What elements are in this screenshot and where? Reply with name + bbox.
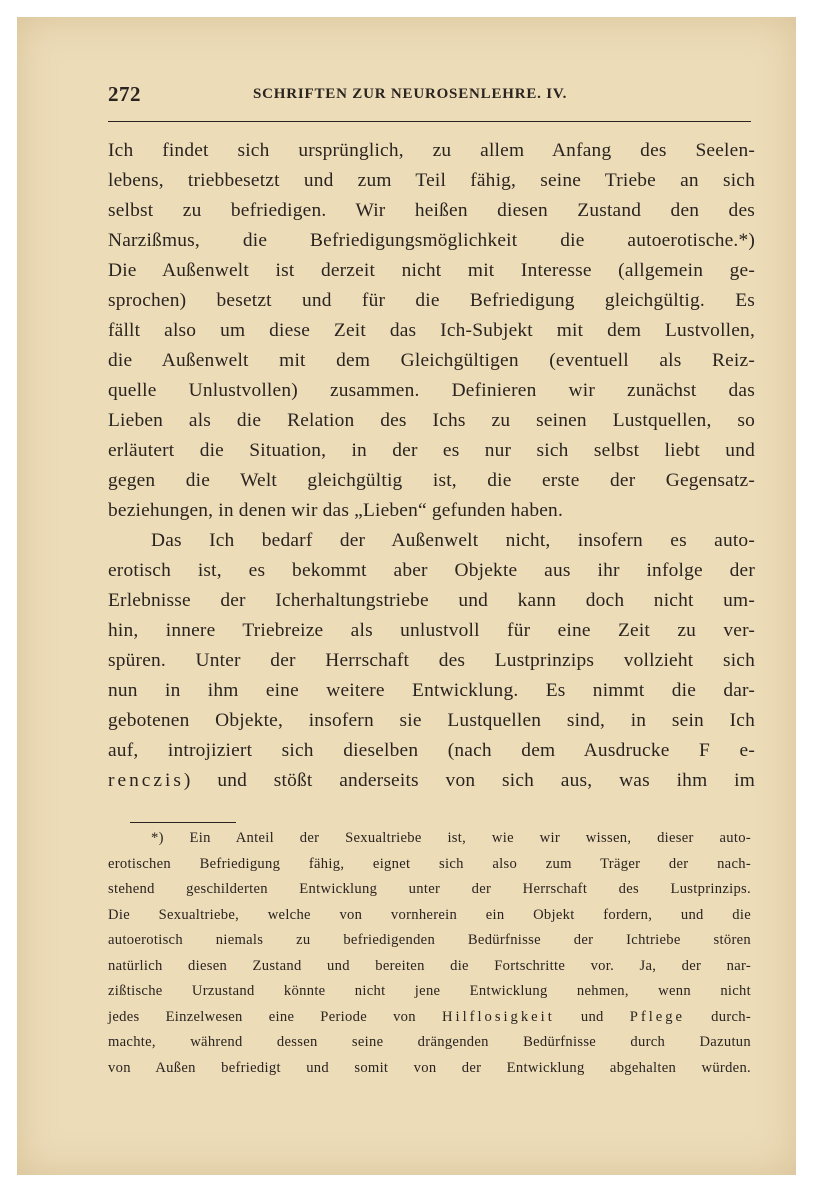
footnote-line: *) Ein Anteil der Sexualtriebe ist, wie wir wissen, dieser auto-: [151, 830, 751, 846]
body-line: Lieben als die Relation des Ichs zu seinen Lustquellen, so: [108, 410, 755, 431]
footnote-line: [108, 1005, 751, 1031]
body-line: erläutert die Situation, in der es nur sich selbst liebt und: [108, 440, 755, 461]
footnote-line: von Außen befriedigt und somit von der Entwicklung abgehalten würden.: [108, 1059, 751, 1076]
body-line: erotisch ist, es bekommt aber Objekte aus ihr infolge der: [108, 560, 755, 581]
footnote-line: machte, während dessen seine drängenden Bedürfnisse durch Dazutun: [108, 1034, 751, 1050]
body-line: lebens, triebbesetzt und zum Teil fähig, seine Triebe an sich: [108, 170, 755, 191]
body-line: gegen die Welt gleichgültig ist, die erste der Gegensatz-: [108, 470, 755, 491]
body-line: gebotenen Objekte, insofern sie Lustquellen sind, in sein Ich: [108, 710, 755, 731]
body-line: Narzißmus, die Befriedigungsmöglichkeit die autoerotische.*): [108, 230, 755, 251]
body-line: auf, introjiziert sich dieselben (nach dem Ausdrucke F e-: [108, 740, 755, 761]
footnote-rule: [130, 822, 236, 823]
spaced-term: Pflege: [629, 1008, 686, 1025]
body-line-rest: ) und stößt anderseits von sich aus, was ihm im: [183, 770, 755, 791]
spaced-term: Hilflosigkeit: [441, 1008, 555, 1025]
body-line: [108, 766, 755, 796]
body-line: quelle Unlustvollen) zusammen. Definieren wir zunächst das: [108, 380, 755, 401]
footnote-line: stehend geschilderten Entwicklung unter der Herrschaft des Lustprinzips.: [108, 881, 751, 897]
footnote-line: natürlich diesen Zustand und bereiten die Fortschritte vor. Ja, der nar-: [108, 957, 751, 974]
footnote-line: zißtische Urzustand könnte nicht jene Entwicklung nehmen, wenn nicht: [108, 983, 751, 999]
footnote-line: Die Sexualtriebe, welche von vornherein ein Objekt fordern, und die: [108, 906, 751, 923]
body-line: selbst zu befriedigen. Wir heißen diesen Zustand den des: [108, 200, 755, 221]
body-line: spüren. Unter der Herrschaft des Lustprinzips vollzieht sich: [108, 650, 755, 671]
spaced-name: renczis: [108, 770, 184, 791]
footnote-line: autoerotisch niemals zu befriedigenden Bedürfnisse der Ichtriebe stören: [108, 932, 751, 948]
footnote-text: und: [554, 1008, 630, 1025]
body-line: Das Ich bedarf der Außenwelt nicht, insofern es auto-: [151, 530, 755, 551]
body-line: hin, innere Triebreize als unlustvoll für eine Zeit zu ver-: [108, 620, 755, 641]
footnote-text: durch-: [685, 1008, 752, 1025]
footnote-line: erotischen Befriedigung fähig, eignet sich also zum Träger der nach-: [108, 855, 751, 872]
running-head: SCHRIFTEN ZUR NEUROSENLEHRE. IV.: [253, 86, 568, 102]
page-number: 272: [108, 82, 141, 106]
footnote: [108, 826, 751, 1081]
body-line: Die Außenwelt ist derzeit nicht mit Interesse (allgemein ge-: [108, 260, 755, 281]
header-rule: [108, 121, 751, 122]
body-line: Ich findet sich ursprünglich, zu allem Anfang des Seelen-: [108, 140, 755, 161]
body-line: die Außenwelt mit dem Gleichgültigen (eventuell als Reiz-: [108, 350, 755, 371]
body-line: fällt also um diese Zeit das Ich-Subjekt mit dem Lustvollen,: [108, 320, 755, 341]
page-header: [108, 82, 751, 114]
body-text: [108, 136, 755, 796]
body-line: Erlebnisse der Icherhaltungstriebe und kann doch nicht um-: [108, 590, 755, 611]
footnote-text: jedes Einzelwesen eine Periode von: [108, 1008, 442, 1025]
body-line: nun in ihm eine weitere Entwicklung. Es nimmt die dar-: [108, 680, 755, 701]
body-line: beziehungen, in denen wir das „Lieben“ gefunden haben.: [108, 500, 563, 521]
body-line: sprochen) besetzt und für die Befriedigung gleichgültig. Es: [108, 290, 755, 311]
